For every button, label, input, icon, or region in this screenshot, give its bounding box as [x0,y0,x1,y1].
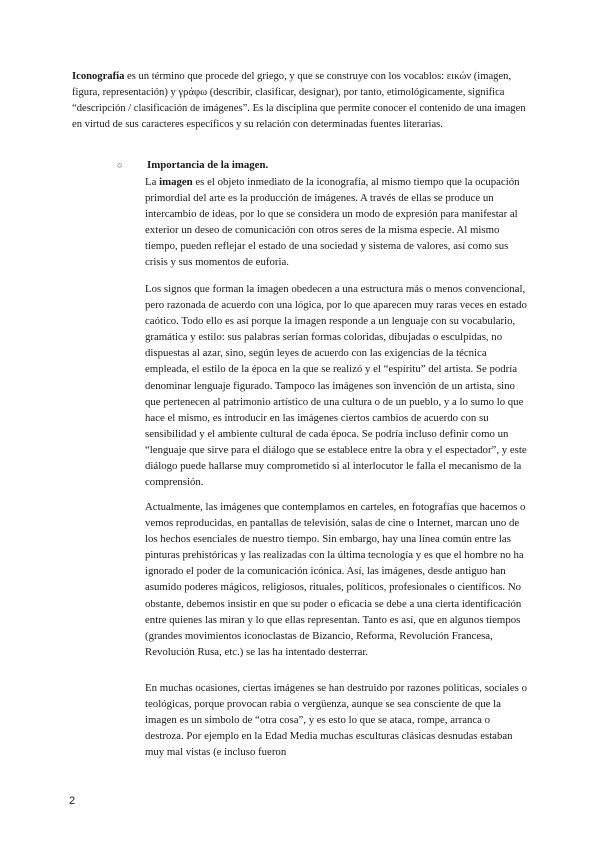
paragraph-1-rest: es el objeto inmediato de la iconografía, al mismo tiempo que la ocupación primordial del arte es la producción de imágenes. A través de ellas se produce un intercambio de ideas, por lo que se considera un modo de expresión para manifestar al exterior un deseo de comunicación con otros seres de la misma especie. Al mismo tiempo, pueden reflejar el estado de una sociedad y sistema de valores, así como sus crisis y sus momentos de euforia. [145,176,520,269]
paragraph-actualmente: Actualmente, las imágenes que contemplamos en carteles, en fotografías que hacemos o vemos reproducidas, en pantallas de televisión, salas de cine o Internet, marcan uno de los hechos esenciales de nuestro tiempo. Sin embargo, hay una línea común entre las pinturas prehistóricas y las realizadas con la última tecnología y es que el hombre no ha ignorado el poder de la comunicación icónica. Así, las imágenes, desde antiguo han asumido poderes mágicos, religiosos, rituales, políticos, profesionales o científicos. No obstante, debemos insistir en que su poder o eficacia se debe a una cierta identificación entre quienes las miran y lo que ellas representan. Tanto es así, que en algunos tiempos (grandes movimientos iconoclastas de Bizancio, Reforma, Revolución Francesa, Revolución Rusa, etc.) se las ha intentado desterrar. [145,501,526,658]
iconografia-term: Iconografía [72,71,125,82]
paragraph-1-lead: La [145,176,160,188]
paragraph-signos: Los signos que forman la imagen obedecen a una estructura más o menos convencional, pero razonada de acuerdo con una lógica, por lo que aparecen muy raras veces en estado caótico. Todo ello es así porque la imagen responde a un lenguaje con su vocabulario, gramática y estilo: sus palabras serían formas coloridas, dibujadas o esculpidas, no dispuestas al azar, sino, según leyes de acuerdo con las exigencias de la técnica empleada, el estilo de la época en la que se realizó y el “espíritu” del artista. Se podría denominar lenguaje figurado. Tampoco las imágenes son invención de un artista, sino que pertenecen al patrimonio artístico de una cultura o de un pueblo, y a lo sumo lo que hace el mismo, es introducir en las imágenes ciertos cambios de acuerdo con su sensibilidad y el ambiente cultural de cada época. Se podría incluso definir como un “lenguaje que sirve para el diálogo que se establece entre la obra y el espectador”, y este diálogo puede hallarse muy comprometido si al interlocutor le falla el mecanismo de la comprensión. [145,283,527,489]
hollow-bullet-icon: ○ [117,160,123,170]
paragraph-ocasiones: En muchas ocasiones, ciertas imágenes se han destruido por razones políticas, sociales o teológicas, porque provocan rabia o vergüenza, aunque se sea consciente de que la imagen es un símbolo de “otra cosa”, y es esto lo que se ataca, rompe, arranca o destroza. Por ejemplo en la Edad Media muchas esculturas clásicas desnudas estaban muy mal vistas (e incluso fueron [145,682,527,759]
page-number: 2 [69,795,76,807]
paragraph-imagen [145,174,530,271]
intro-text: es un término que procede del griego, y que se construye con los vocablos: εικών (imagen, figura, representación) y γράφω (describir, clasificar, designar), por tanto, etimológicamente, significa “descripción / clasificación de imágenes”. Es la disciplina que permite conocer el contenido de una imagen en virtud de sus caracteres específicos y su relación con determinadas fuentes literarias. [72,71,526,130]
intro-paragraph [72,69,532,133]
section-title: Importancia de la imagen. [147,159,269,171]
imagen-term: imagen [159,176,193,188]
